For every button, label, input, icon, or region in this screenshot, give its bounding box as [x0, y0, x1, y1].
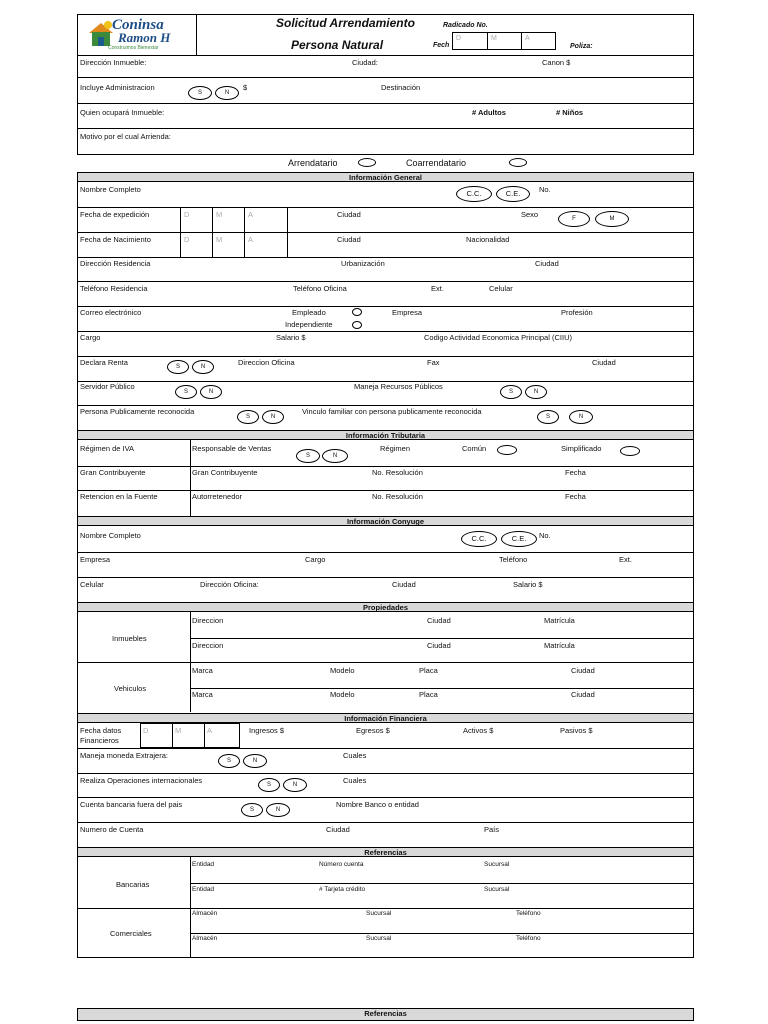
- destinacion-label: Destinación: [381, 83, 421, 92]
- quien-ocupara-label: Quien ocupará Inmueble:: [80, 108, 165, 117]
- cuenta-fuera-n-option[interactable]: N: [266, 803, 290, 817]
- conyuge-telefono-label: Teléfono: [499, 555, 528, 564]
- sexo-m-option[interactable]: M: [595, 211, 629, 227]
- inmueble1-matricula-label: Matrícula: [544, 616, 575, 625]
- conyuge-no-label: No.: [539, 531, 551, 540]
- conyuge-empresa-label: Empresa: [80, 555, 111, 564]
- empleado-radio[interactable]: [352, 308, 362, 316]
- regimen-iva-label: Régimen de IVA: [80, 444, 135, 453]
- vehiculos-label: Vehiculos: [114, 684, 147, 693]
- maneja-s-option[interactable]: S: [500, 385, 522, 399]
- persona-publica-label: Persona Publicamente reconocida: [80, 407, 195, 416]
- coarrendatario-label: Coarrendatario: [406, 158, 467, 168]
- inmuebles-label: Inmuebles: [112, 634, 147, 643]
- section-propiedades: Propiedades: [78, 602, 693, 612]
- comercial2-sucursal-label: Sucursal: [366, 935, 392, 942]
- inmueble2-matricula-label: Matrícula: [544, 641, 575, 650]
- vehiculo1-ciudad-label: Ciudad: [571, 666, 595, 675]
- cc-option[interactable]: C.C.: [456, 186, 492, 202]
- section-informacion-conyuge: Información Conyuge: [78, 516, 693, 526]
- servidor-n-option[interactable]: N: [200, 385, 222, 399]
- vehiculo1-placa-label: Placa: [419, 666, 438, 675]
- autorretenedor-label: Autorretenedor: [192, 492, 243, 501]
- no-label: No.: [539, 185, 551, 194]
- servidor-s-option[interactable]: S: [175, 385, 197, 399]
- gran-contribuyente-label: Gran Contribuyente: [192, 468, 258, 477]
- exp-month[interactable]: M: [216, 210, 223, 219]
- conyuge-celular-label: Celular: [80, 580, 104, 589]
- responsable-ventas-label: Responsable de Ventas: [192, 444, 272, 453]
- conyuge-cc-option[interactable]: C.C.: [461, 531, 497, 547]
- comercial2-telefono-label: Teléfono: [516, 935, 541, 942]
- comun-label: Común: [462, 444, 487, 453]
- vinculo-n-option[interactable]: N: [569, 410, 593, 424]
- ciudad-label: Ciudad:: [352, 58, 378, 67]
- comun-radio[interactable]: [497, 445, 517, 455]
- direccion-inmueble-label: Dirección Inmueble:: [80, 58, 147, 67]
- persona-pub-n-option[interactable]: N: [262, 410, 284, 424]
- direccion-residencia-label: Dirección Residencia: [80, 259, 151, 268]
- declara-n-option[interactable]: N: [192, 360, 214, 374]
- persona-pub-s-option[interactable]: S: [237, 410, 259, 424]
- fin-day[interactable]: D: [143, 726, 149, 735]
- coarrendatario-radio[interactable]: [509, 158, 527, 167]
- cargo-label: Cargo: [80, 333, 101, 342]
- admin-n-option[interactable]: N: [215, 86, 239, 100]
- declara-renta-label: Declara Renta: [80, 358, 128, 367]
- inmueble2-ciudad-label: Ciudad: [427, 641, 451, 650]
- conyuge-cargo-label: Cargo: [305, 555, 326, 564]
- simplificado-label: Simplificado: [561, 444, 602, 453]
- nac-year[interactable]: A: [248, 235, 254, 244]
- ce-option[interactable]: C.E.: [496, 186, 530, 202]
- comerciales-label: Comerciales: [110, 929, 152, 938]
- independiente-label: Independiente: [285, 320, 333, 329]
- fin-year[interactable]: A: [207, 726, 213, 735]
- activos-label: Activos $: [463, 726, 494, 735]
- fin-month[interactable]: M: [175, 726, 182, 735]
- logo-sub: Ramon H: [118, 30, 171, 45]
- fecha-expedicion-date[interactable]: [180, 207, 288, 257]
- ciudad-ofi-label: Ciudad: [592, 358, 616, 367]
- regimen-label: Régimen: [380, 444, 411, 453]
- inmueble1-ciudad-label: Ciudad: [427, 616, 451, 625]
- conyuge-ce-option[interactable]: C.E.: [501, 531, 537, 547]
- fecha-label: Fech: [433, 42, 450, 49]
- nac-day[interactable]: D: [184, 235, 190, 244]
- empresa-label: Empresa: [392, 308, 423, 317]
- date-year[interactable]: A: [521, 33, 557, 49]
- conyuge-salario-label: Salario $: [513, 580, 543, 589]
- adultos-label: # Adultos: [472, 108, 506, 117]
- simplificado-radio[interactable]: [620, 446, 640, 456]
- no-resolucion-2-label: No. Resolución: [372, 492, 423, 501]
- salario-label: Salario $: [276, 333, 306, 342]
- telefono-residencia-label: Teléfono Residencia: [80, 284, 148, 293]
- vehiculo1-modelo-label: Modelo: [330, 666, 355, 675]
- ciudad-exp-label: Ciudad: [337, 210, 361, 219]
- direccion-oficina-label: Direccion Oficina: [238, 358, 295, 367]
- canon-label: Canon $: [542, 58, 571, 67]
- operaciones-s-option[interactable]: S: [258, 778, 280, 792]
- ingresos-label: Ingresos $: [249, 726, 285, 735]
- profesion-label: Profesión: [561, 308, 593, 317]
- fax-label: Fax: [427, 358, 440, 367]
- ciudad-nac-label: Ciudad: [337, 235, 361, 244]
- responsable-s-option[interactable]: S: [296, 449, 320, 463]
- bancarias-label: Bancarias: [116, 880, 150, 889]
- poliza-label: Poliza:: [570, 43, 593, 50]
- pasivos-label: Pasivos $: [560, 726, 593, 735]
- ciudad-res-label: Ciudad: [535, 259, 559, 268]
- urbanizacion-label: Urbanización: [341, 259, 385, 268]
- vehiculo2-modelo-label: Modelo: [330, 690, 355, 699]
- conyuge-nombre-label: Nombre Completo: [80, 531, 141, 540]
- telefono-oficina-label: Teléfono Oficina: [293, 284, 347, 293]
- operaciones-n-option[interactable]: N: [283, 778, 307, 792]
- form-subtitle: Persona Natural: [291, 38, 384, 52]
- section-referencias: Referencias: [78, 847, 693, 857]
- radicado-label: Radicado No.: [443, 22, 488, 29]
- moneda-cuales-label: Cuales: [343, 751, 367, 760]
- servidor-publico-label: Servidor Público: [80, 382, 135, 391]
- nacionalidad-label: Nacionalidad: [466, 235, 510, 244]
- conyuge-ciudad-label: Ciudad: [392, 580, 416, 589]
- operaciones-internacionales-label: Realiza Operaciones internacionales: [80, 776, 203, 785]
- vehiculo1-marca-label: Marca: [192, 666, 213, 675]
- bancaria2-entidad-label: Entidad: [192, 886, 215, 893]
- arrendatario-radio[interactable]: [358, 158, 376, 167]
- comercial1-telefono-label: Teléfono: [516, 910, 541, 917]
- nombre-banco-label: Nombre Banco o entidad: [336, 800, 419, 809]
- ext-label: Ext.: [431, 284, 444, 293]
- fecha-datos-date[interactable]: [140, 723, 240, 748]
- vehiculo2-placa-label: Placa: [419, 690, 438, 699]
- company-logo: [86, 17, 194, 53]
- logo-tagline: Construimos Bienestar: [108, 45, 159, 51]
- egresos-label: Egresos $: [356, 726, 390, 735]
- section-informacion-general: Información General: [78, 172, 693, 182]
- comercial1-sucursal-label: Sucursal: [366, 910, 392, 917]
- moneda-n-option[interactable]: N: [243, 754, 267, 768]
- nac-month[interactable]: M: [216, 235, 223, 244]
- moneda-extranjera-label: Maneja moneda Extrajera:: [80, 751, 168, 760]
- cuenta-ciudad-label: Ciudad: [326, 825, 350, 834]
- fecha-gran-label: Fecha: [565, 468, 586, 477]
- declara-s-option[interactable]: S: [167, 360, 189, 374]
- vinculo-familiar-label: Vinculo familiar con persona publicamente reconocida: [302, 407, 482, 416]
- exp-day[interactable]: D: [184, 210, 190, 219]
- maneja-n-option[interactable]: N: [525, 385, 547, 399]
- bancaria1-entidad-label: Entidad: [192, 861, 215, 868]
- motivo-label: Motivo por el cual Arrienda:: [80, 132, 171, 141]
- empleado-label: Empleado: [292, 308, 326, 317]
- numero-cuenta-label: Numero de Cuenta: [80, 825, 144, 834]
- correo-label: Correo electrónico: [80, 308, 142, 317]
- main-form-box: [77, 172, 694, 958]
- date-month[interactable]: M: [487, 33, 521, 49]
- fecha-nacimiento-label: Fecha de Nacimiento: [80, 235, 151, 244]
- section-informacion-financiera: Información Financiera: [78, 713, 693, 723]
- bancaria2-sucursal-label: Sucursal: [484, 886, 510, 893]
- ninos-label: # Niños: [556, 108, 584, 117]
- responsable-n-option[interactable]: N: [322, 449, 348, 463]
- section-informacion-tributaria: Información Tributaria: [78, 430, 693, 440]
- celular-label: Celular: [489, 284, 513, 293]
- inmueble2-direccion-label: Direccion: [192, 641, 224, 650]
- vinculo-s-option[interactable]: S: [537, 410, 559, 424]
- gran-contribuyente-row-label: Gran Contribuyente: [80, 468, 146, 477]
- conyuge-direccion-oficina-label: Dirección Oficina:: [200, 580, 259, 589]
- no-resolucion-label: No. Resolución: [372, 468, 423, 477]
- comercial1-almacen-label: Almacén: [192, 910, 218, 917]
- admin-s-option[interactable]: S: [188, 86, 212, 100]
- header-date-box[interactable]: [452, 32, 556, 50]
- arrendatario-label: Arrendatario: [288, 158, 338, 168]
- independiente-radio[interactable]: [352, 321, 362, 329]
- inmueble1-direccion-label: Direccion: [192, 616, 224, 625]
- admin-dollar: $: [243, 83, 248, 92]
- retencion-fuente-label: Retencion en la Fuente: [80, 492, 158, 501]
- incluye-admin-label: Incluye Administracion: [80, 83, 155, 92]
- date-day[interactable]: D: [456, 35, 462, 42]
- vehiculo2-marca-label: Marca: [192, 690, 213, 699]
- form-title: Solicitud Arrendamiento: [276, 16, 415, 30]
- footer-referencias: Referencias: [77, 1008, 694, 1021]
- fecha-retencion-label: Fecha: [565, 492, 586, 501]
- bancaria1-numero-label: Número cuenta: [319, 861, 364, 868]
- fecha-datos-financieros-label: Fecha datos Financieros: [80, 726, 122, 745]
- cuenta-pais-label: País: [484, 825, 500, 834]
- sexo-f-option[interactable]: F: [558, 211, 590, 227]
- nombre-completo-label: Nombre Completo: [80, 185, 141, 194]
- conyuge-ext-label: Ext.: [619, 555, 632, 564]
- operaciones-cuales-label: Cuales: [343, 776, 367, 785]
- ciiu-label: Codigo Actividad Economica Principal (CIIU): [424, 333, 572, 342]
- vehiculo2-ciudad-label: Ciudad: [571, 690, 595, 699]
- cuenta-fuera-label: Cuenta bancaria fuera del pais: [80, 800, 183, 809]
- comercial2-almacen-label: Almacén: [192, 935, 218, 942]
- maneja-recursos-label: Maneja Recursos Públicos: [354, 382, 443, 391]
- exp-year[interactable]: A: [248, 210, 254, 219]
- fecha-expedicion-label: Fecha de expedición: [80, 210, 150, 219]
- moneda-s-option[interactable]: S: [218, 754, 240, 768]
- cuenta-fuera-s-option[interactable]: S: [241, 803, 263, 817]
- sexo-label: Sexo: [521, 210, 539, 219]
- bancaria2-tarjeta-label: # Tarjeta crédito: [319, 886, 366, 893]
- bancaria1-sucursal-label: Sucursal: [484, 861, 510, 868]
- logo-main: Coninsa: [112, 17, 164, 33]
